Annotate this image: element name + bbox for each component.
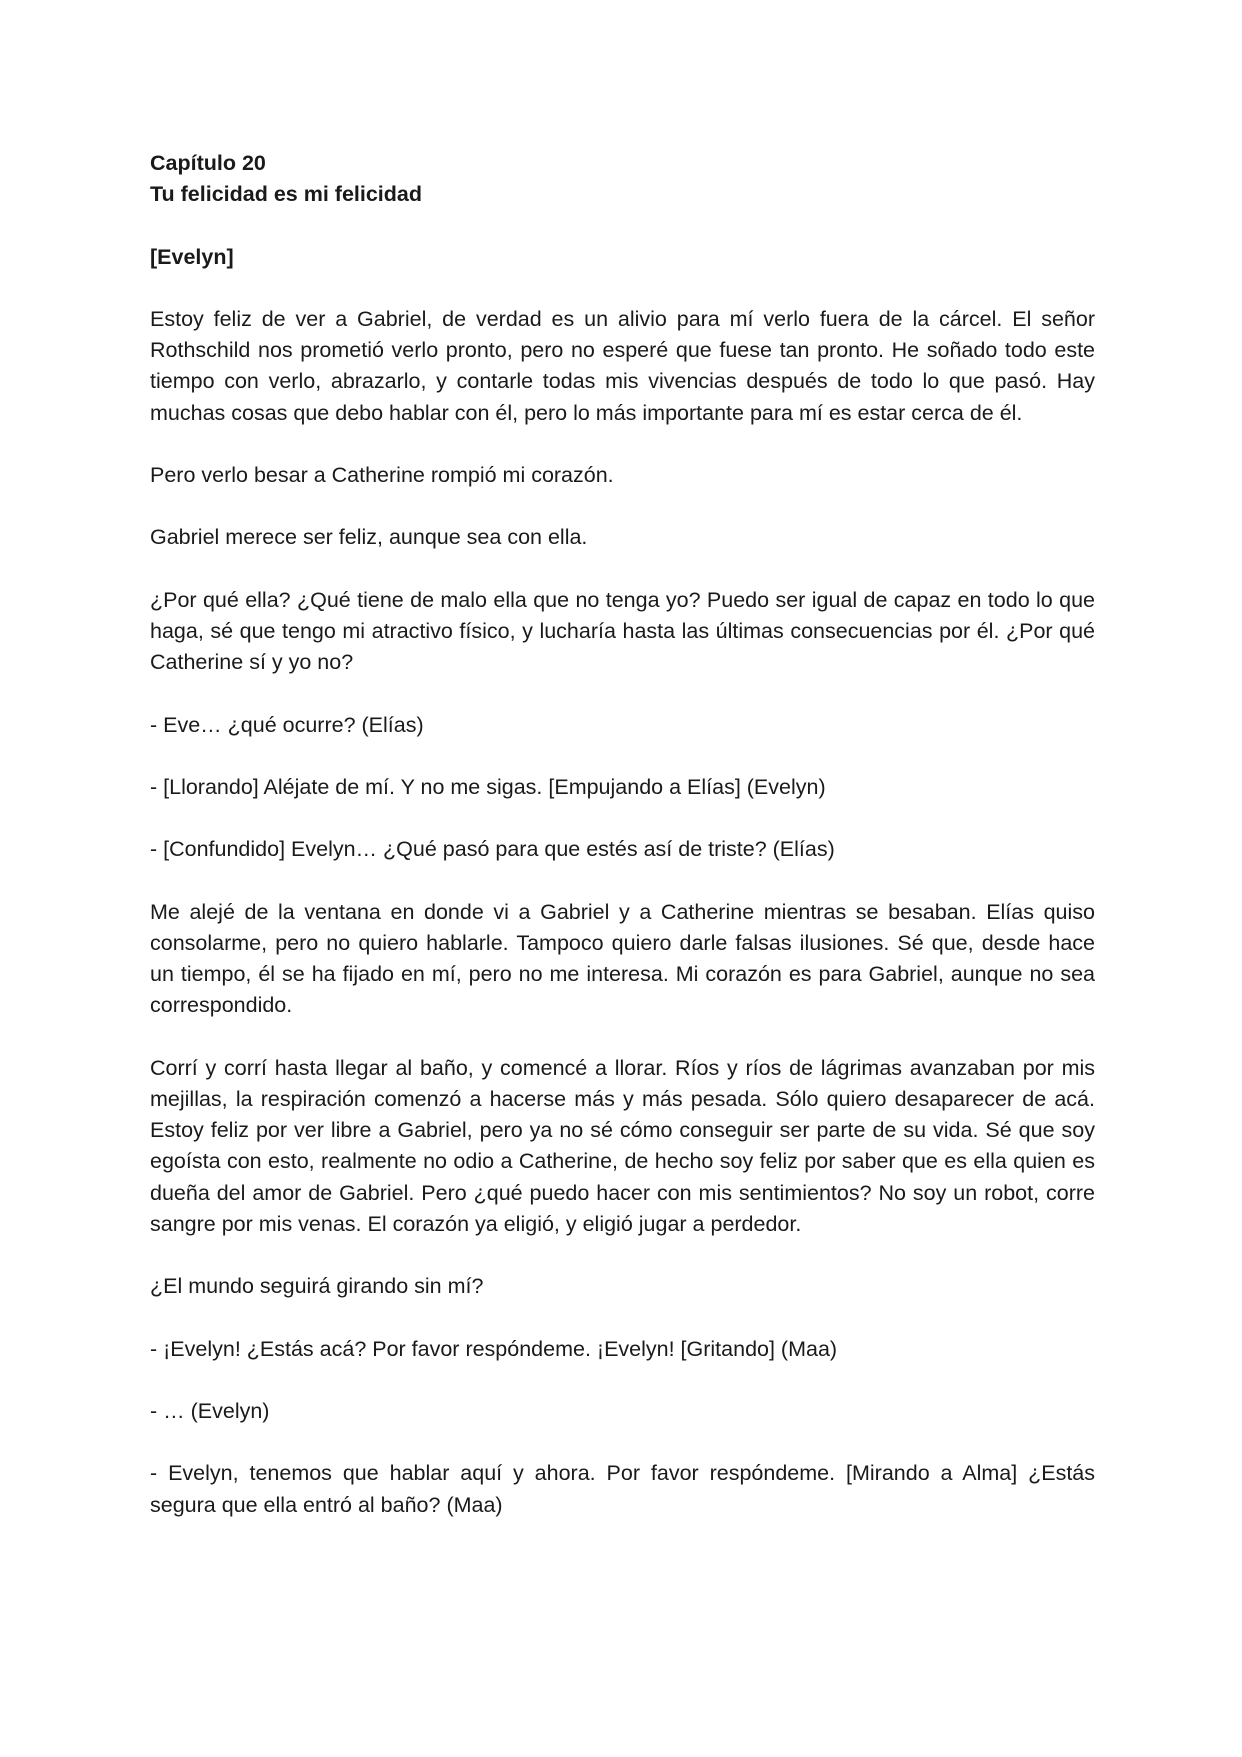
document-page <box>150 148 1095 1521</box>
paragraph: Pero verlo besar a Catherine rompió mi corazón. <box>150 462 614 487</box>
dialogue-line: - … (Evelyn) <box>150 1398 270 1423</box>
paragraph: ¿El mundo seguirá girando sin mí? <box>150 1274 484 1299</box>
dialogue-line: - [Llorando] Aléjate de mí. Y no me sigas. [Empujando a Elías] (Evelyn) <box>150 774 826 799</box>
paragraph: Gabriel merece ser feliz, aunque sea con ella. <box>150 525 588 550</box>
pov-marker: [Evelyn] <box>150 244 234 269</box>
paragraph: Me alejé de la ventana en donde vi a Gabriel y a Catherine mientras se besaban. Elías quiso consolarme, pero no quiero hablarle. Tampoco quiero darle falsas ilusiones. Sé que, desde hace un tiempo, él se ha fijado en mí, pero no me interesa. Mi corazón es para Gabriel, aunque no sea correspondido. <box>150 899 1095 1018</box>
chapter-title: Tu felicidad es mi felicidad <box>150 182 423 207</box>
dialogue-line: - [Confundido] Evelyn… ¿Qué pasó para que estés así de triste? (Elías) <box>150 837 835 862</box>
paragraph: ¿Por qué ella? ¿Qué tiene de malo ella que no tenga yo? Puedo ser igual de capaz en todo lo que haga, sé que tengo mi atractivo físico, y lucharía hasta las últimas consecuencias por él. ¿Por qué Catherine sí y yo no? <box>150 587 1095 675</box>
paragraph: Corrí y corrí hasta llegar al baño, y comencé a llorar. Ríos y ríos de lágrimas avanzaban por mis mejillas, la respiración comenzó a hacerse más y más pesada. Sólo quiero desaparecer de acá. Estoy feliz por ver libre a Gabriel, pero ya no sé cómo conseguir ser parte de su vida. Sé que soy egoísta con esto, realmente no odio a Catherine, de hecho soy feliz por saber que es ella quien es dueña del amor de Gabriel. Pero ¿qué puedo hacer con mis sentimientos? No soy un robot, corre sangre por mis venas. El corazón ya eligió, y eligió jugar a perdedor. <box>150 1055 1095 1236</box>
dialogue-line: - Eve… ¿qué ocurre? (Elías) <box>150 712 424 737</box>
dialogue-line: - ¡Evelyn! ¿Estás acá? Por favor respóndeme. ¡Evelyn! [Gritando] (Maa) <box>150 1336 838 1361</box>
chapter-number: Capítulo 20 <box>150 151 266 175</box>
dialogue-line: - Evelyn, tenemos que hablar aquí y ahora. Por favor respóndeme. [Mirando a Alma] ¿Estás segura que ella entró al baño? (Maa) <box>150 1461 1095 1517</box>
paragraph: Estoy feliz de ver a Gabriel, de verdad es un alivio para mí verlo fuera de la cárcel. El señor Rothschild nos prometió verlo pronto, pero no esperé que fuese tan pronto. He soñado todo este tiempo con verlo, abrazarlo, y contarle todas mis vivencias después de todo lo que pasó. Hay muchas cosas que debo hablar con él, pero lo más importante para mí es estar cerca de él. <box>150 306 1095 425</box>
